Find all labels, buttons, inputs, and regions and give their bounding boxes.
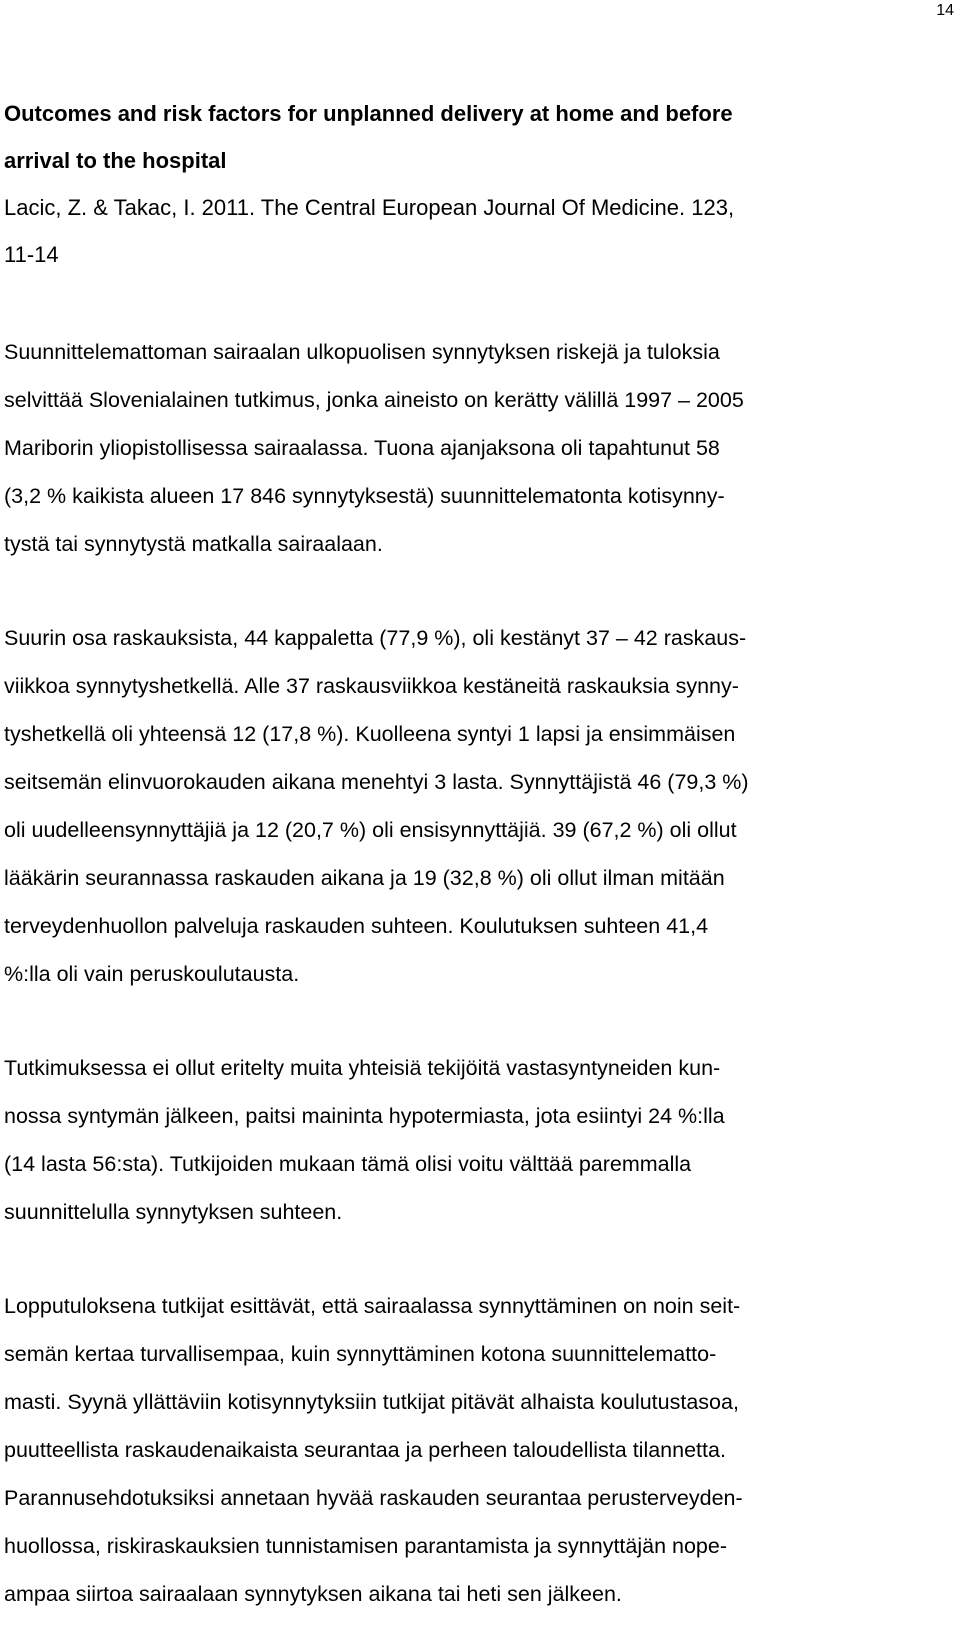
text-line: Mariborin yliopistollisessa sairaalassa. Tuona ajanjaksona oli tapahtunut 58 bbox=[4, 436, 720, 460]
article-title-line: arrival to the hospital bbox=[4, 148, 227, 173]
text-line: Suurin osa raskauksista, 44 kappaletta (77,9 %), oli kestänyt 37 – 42 raskaus- bbox=[4, 626, 747, 650]
text-line: %:lla oli vain peruskoulutausta. bbox=[4, 962, 300, 986]
text-line: viikkoa synnytyshetkellä. Alle 37 raskausviikkoa kestäneitä raskauksia synny- bbox=[4, 674, 739, 698]
text-line: suunnittelulla synnytyksen suhteen. bbox=[4, 1200, 343, 1224]
text-line: ampaa siirtoa sairaalaan synnytyksen aikana tai heti sen jälkeen. bbox=[4, 1582, 622, 1606]
text-line: lääkärin seurannassa raskauden aikana ja 19 (32,8 %) oli ollut ilman mitään bbox=[4, 866, 725, 890]
paragraph-results bbox=[4, 614, 944, 998]
paragraph-study-overview bbox=[4, 328, 944, 568]
text-line: Lopputuloksena tutkijat esittävät, että sairaalassa synnyttäminen on noin seit- bbox=[4, 1294, 741, 1318]
text-line: tyshetkellä oli yhteensä 12 (17,8 %). Kuolleena syntyi 1 lapsi ja ensimmäisen bbox=[4, 722, 736, 746]
text-line: nossa syntymän jälkeen, paitsi maininta hypotermiasta, jota esiintyi 24 %:lla bbox=[4, 1104, 725, 1128]
paragraph-newborn-factors bbox=[4, 1044, 944, 1236]
document-body bbox=[4, 90, 944, 1618]
page-number: 14 bbox=[936, 2, 954, 19]
text-line: terveydenhuollon palveluja raskauden suhteen. Koulutuksen suhteen 41,4 bbox=[4, 914, 709, 938]
citation-line: Lacic, Z. & Takac, I. 2011. The Central European Journal Of Medicine. 123, bbox=[4, 195, 735, 220]
text-line: (14 lasta 56:sta). Tutkijoiden mukaan tämä olisi voitu välttää paremmalla bbox=[4, 1152, 692, 1176]
text-line: oli uudelleensynnyttäjiä ja 12 (20,7 %) oli ensisynnyttäjiä. 39 (67,2 %) oli ollut bbox=[4, 818, 737, 842]
text-line: Parannusehdotuksiksi annetaan hyvää raskauden seurantaa perusterveyden- bbox=[4, 1486, 743, 1510]
text-line: selvittää Slovenialainen tutkimus, jonka aineisto on kerätty välillä 1997 – 2005 bbox=[4, 388, 744, 412]
text-line: huollossa, riskiraskauksien tunnistamisen parantamista ja synnyttäjän nope- bbox=[4, 1534, 728, 1558]
text-line: masti. Syynä yllättäviin kotisynnytyksiin tutkijat pitävät alhaista koulutustasoa, bbox=[4, 1390, 739, 1414]
text-line: semän kertaa turvallisempaa, kuin synnyttäminen kotona suunnittelematto- bbox=[4, 1342, 717, 1366]
text-line: Tutkimuksessa ei ollut eritelty muita yhteisiä tekijöitä vastasyntyneiden kun- bbox=[4, 1056, 721, 1080]
text-line: tystä tai synnytystä matkalla sairaalaan. bbox=[4, 532, 383, 556]
text-line: Suunnittelemattoman sairaalan ulkopuolisen synnytyksen riskejä ja tuloksia bbox=[4, 340, 720, 364]
reference-header bbox=[4, 90, 944, 278]
text-line: seitsemän elinvuorokauden aikana menehtyi 3 lasta. Synnyttäjistä 46 (79,3 %) bbox=[4, 770, 749, 794]
citation-line: 11-14 bbox=[4, 242, 59, 267]
text-line: puutteellista raskaudenaikaista seurantaa ja perheen taloudellista tilannetta. bbox=[4, 1438, 726, 1462]
text-line: (3,2 % kaikista alueen 17 846 synnytyksestä) suunnittelematonta kotisynny- bbox=[4, 484, 725, 508]
article-title-line: Outcomes and risk factors for unplanned delivery at home and before bbox=[4, 101, 733, 126]
paragraph-conclusions bbox=[4, 1282, 944, 1618]
